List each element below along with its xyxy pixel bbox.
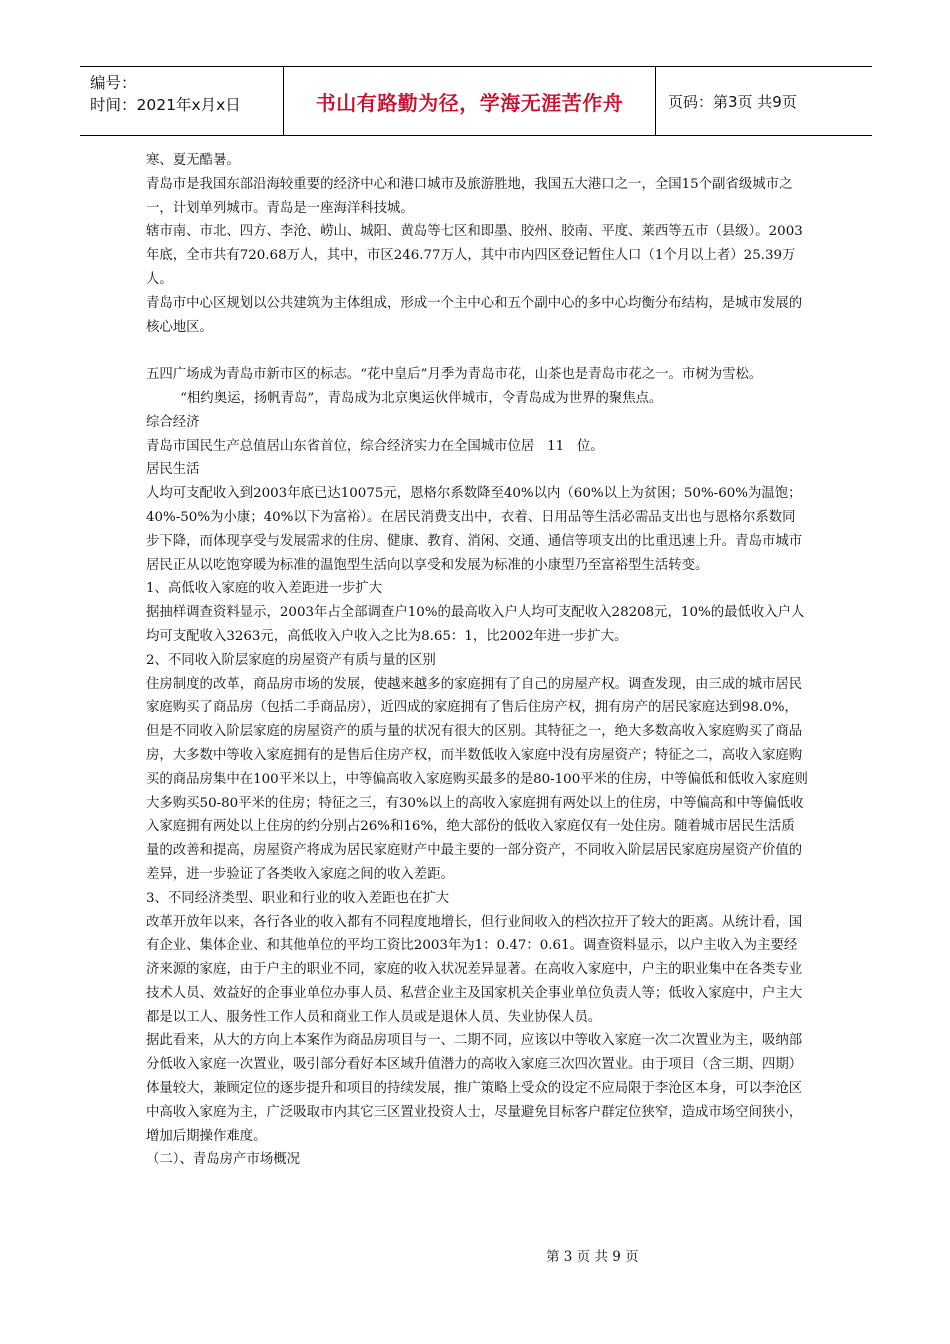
paragraph: 五四广场成为青岛市新市区的标志。“花中皇后”月季为青岛市花，山茶也是青岛市花之一。市树为雪松。 xyxy=(146,367,763,383)
section-heading: （二）、青岛房产市场概况 xyxy=(146,1152,300,1168)
paragraph: “相约奥运，扬帆青岛”，青岛成为北京奥运伙伴城市，令青岛成为世界的聚焦点。 xyxy=(146,390,663,406)
header-info xyxy=(80,67,284,135)
paragraph: 人均可支配收入到2003年底已达10075元，恩格尔系数降至40%以内（60%以上为贫困；50%-60%为温饱；40%-50%为小康；40%以下为富裕）。在居民消费支出中，衣着、日用品等生活必需品支出也与恩格尔系数同步下降，而体现享受与发展需求的住房、健康、教育、消闲、交通、通信等项支出的比重迅速上升。青岛市城市居民正从以吃饱穿暖为标准的温饱型生活向以享受和发展为标准的小康型乃至富裕型生活转变。 xyxy=(146,486,803,573)
paragraph: 据抽样调查资料显示，2003年占全部调查户10%的最高收入户人均可支配收入28208元，10%的最低收入户人均可支配收入3263元，高低收入户收入之比为8.65：1，比2002年进一步扩大。 xyxy=(146,605,805,644)
header-page-number: 页码：第3页 共9页 xyxy=(668,92,797,111)
subsection-heading: 1、高低收入家庭的收入差距进一步扩大 xyxy=(146,581,383,597)
paragraph: 辖市南、市北、四方、李沧、崂山、城阳、黄岛等七区和即墨、胶州、胶南、平度、莱西等五市（县级）。2003年底，全市共有720.68万人，其中，市区246.77万人，其中市内四区登记暂住人口（1个月以上者）25.39万人。 xyxy=(146,224,803,287)
document-body xyxy=(146,149,808,1172)
paragraph: 住房制度的改革，商品房市场的发展，使越来越多的家庭拥有了自己的房屋产权。调查发现，由三成的城市居民家庭购买了商品房（包括二手商品房），近四成的家庭拥有了售后住房产权，拥有房产的居民家庭达到98.0%，但是不同收入阶层家庭的房屋资产的质与量的状况有很大的区别。其特征之一，绝大多数高收入家庭购买了商品房，大多数中等收入家庭拥有的是售后住房产权，而半数低收入家庭中没有房屋资产；特征之二，高收入家庭购买的商品房集中在100平米以上，中等偏高收入家庭购买最多的是80-100平米的住房，中等偏低和低收入家庭则大多购买50-80平米的住房；特征之三，有30%以上的高收入家庭拥有两处以上的住房，中等偏高和中等偏低收入家庭拥有两处以上住房的约分别占26%和16%，绝大部份的低收入家庭仅有一处住房。随着城市居民生活质量的改善和提高，房屋资产将成为居民家庭财产中最主要的一部分资产，不同收入阶层居民家庭房屋资产价值的差异，进一步验证了各类收入家庭之间的收入差距。 xyxy=(146,676,808,882)
paragraph: 改革开放年以来，各行各业的收入都有不同程度地增长，但行业间收入的档次拉开了较大的距离。从统计看，国有企业、集体企业、和其他单位的平均工资比2003年为1：0.47：0.61。调查资料显示，以户主收入为主要经济来源的家庭，由于户主的职业不同，家庭的收入状况差异显著。在高收入家庭中，户主的职业集中在各类专业技术人员、效益好的企事业单位办事人员、私营企业主及国家机关企事业单位负责人等；低收入家庭中，户主大都是以工人、服务性工作人员和商业工作人员或是退休人员、失业协保人员。 xyxy=(146,914,803,1025)
paragraph: 青岛市是我国东部沿海较重要的经济中心和港口城市及旅游胜地，我国五大港口之一，全国15个副省级城市之一，计划单列城市。青岛是一座海洋科技城。 xyxy=(146,176,793,216)
paragraph: 青岛市中心区规划以公共建筑为主体组成，形成一个主中心和五个副中心的多中心均衡分布结构，是城市发展的核心地区。 xyxy=(146,295,803,335)
paragraph: 青岛市国民生产总值居山东省首位，综合经济实力在全国城市位居 11 位。 xyxy=(146,438,604,454)
header-motto: 书山有路勤为径，学海无涯苦作舟 xyxy=(284,67,656,135)
page-footer: 第 3 页 共 9 页 xyxy=(546,1249,639,1265)
blank-line xyxy=(146,339,808,363)
paragraph: 据此看来，从大的方向上本案作为商品房项目与一、二期不同，应该以中等收入家庭一次二次置业为主，吸纳部分低收入家庭一次置业，吸引部分看好本区域升值潜力的高收入家庭三次四次置业。由于项目（含三期、四期）体量较大，兼顾定位的逐步提升和项目的持续发展，推广策略上受众的设定不应局限于李沧区本身，可以李沧区中高收入家庭为主，广泛吸取市内其它三区置业投资人士，尽量避免目标客户群定位狭窄，造成市场空间狭小，增加后期操作难度。 xyxy=(146,1033,803,1144)
header-date: 时间：2021年x月x日 xyxy=(90,96,241,114)
subsection-heading: 3、不同经济类型、职业和行业的收入差距也在扩大 xyxy=(146,890,450,906)
page-header xyxy=(80,66,872,136)
section-heading: 居民生活 xyxy=(146,462,200,478)
subsection-heading: 2、不同收入阶层家庭的房屋资产有质与量的区别 xyxy=(146,652,436,668)
section-heading: 综合经济 xyxy=(146,414,200,430)
header-number: 编号： xyxy=(90,74,137,92)
paragraph: 寒、夏无酷暑。 xyxy=(146,153,240,168)
